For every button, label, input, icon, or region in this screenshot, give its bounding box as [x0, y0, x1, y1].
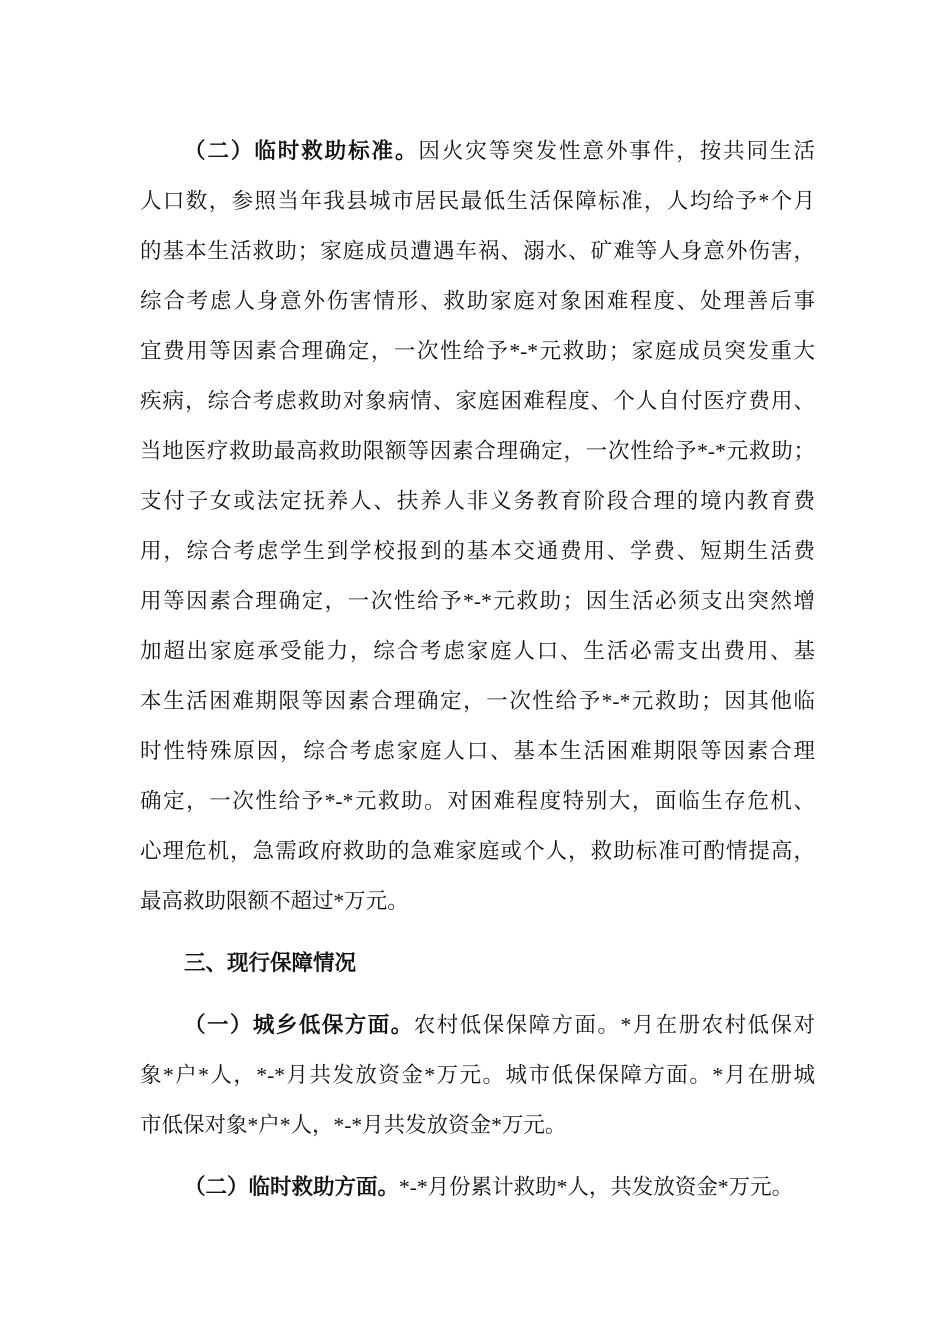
para-temporary-relief [140, 1162, 815, 1212]
text-line [140, 576, 815, 626]
text-line [140, 226, 815, 276]
para-temporary-relief-standard [140, 126, 815, 926]
text-run: 的基本生活救助；家庭成员遭遇车祸、溺水、矿难等人身意外伤害， [140, 239, 815, 263]
text-run: *-*月份累计救助*人，共发放资金*万元。 [399, 1175, 794, 1199]
text-run: 时性特殊原因，综合考虑家庭人口、基本生活困难期限等因素合理 [140, 739, 815, 763]
text-run: 综合考虑人身意外伤害情形、救助家庭对象困难程度、处理善后事 [140, 289, 815, 313]
text-line [140, 1100, 815, 1150]
text-run: 市低保对象*户*人，*-*月共发放资金*万元。 [140, 1113, 567, 1137]
text-run: 确定，一次性给予*-*元救助。对困难程度特别大，面临生存危机、 [140, 789, 815, 813]
text-line [140, 826, 815, 876]
text-line [140, 526, 815, 576]
text-line [140, 938, 815, 988]
text-run: 因火灾等突发性意外事件，按共同生活 [418, 139, 815, 163]
text-line [140, 1050, 815, 1100]
text-run: 支付子女或法定抚养人、扶养人非义务教育阶段合理的境内教育费 [140, 489, 815, 513]
text-line [140, 326, 815, 376]
text-run: 最高救助限额不超过*万元。 [140, 889, 409, 913]
text-line [140, 376, 815, 426]
text-run-bold: （二）临时救助标准。 [184, 139, 419, 163]
text-run-bold: （二）临时救助方面。 [184, 1175, 400, 1199]
text-run: 当地医疗救助最高救助限额等因素合理确定，一次性给予*-*元救助； [140, 439, 815, 463]
text-run: 心理危机，急需政府救助的急难家庭或个人，救助标准可酌情提高， [140, 839, 815, 863]
text-run: 疾病，综合考虑救助对象病情、家庭困难程度、个人自付医疗费用、 [140, 389, 815, 413]
text-run-bold: （一）城乡低保方面。 [184, 1013, 414, 1037]
text-run-bold: 三、现行保障情况 [184, 951, 357, 975]
text-line [140, 626, 815, 676]
text-line [140, 776, 815, 826]
text-run: 用等因素合理确定，一次性给予*-*元救助；因生活必须支出突然增 [140, 589, 815, 613]
text-line [140, 726, 815, 776]
text-line [140, 126, 815, 176]
text-line [140, 1162, 815, 1212]
text-run: 本生活困难期限等因素合理确定，一次性给予*-*元救助；因其他临 [140, 689, 815, 713]
text-line [140, 676, 815, 726]
text-line [140, 876, 815, 926]
text-line [140, 276, 815, 326]
text-run: 加超出家庭承受能力，综合考虑家庭人口、生活必需支出费用、基 [140, 639, 815, 663]
para-urban-rural-dibao [140, 1000, 815, 1150]
text-run: 象*户*人，*-*月共发放资金*万元。城市低保保障方面。*月在册城 [140, 1063, 815, 1087]
document-body [140, 126, 815, 1212]
text-run: 宜费用等因素合理确定，一次性给予*-*元救助；家庭成员突发重大 [140, 339, 815, 363]
text-run: 农村低保保障方面。*月在册农村低保对 [413, 1013, 815, 1037]
text-run: 人口数，参照当年我县城市居民最低生活保障标准，人均给予*个月 [140, 189, 815, 213]
text-line [140, 176, 815, 226]
text-line [140, 476, 815, 526]
heading-current-security-status [140, 938, 815, 988]
text-line [140, 1000, 815, 1050]
text-run: 用，综合考虑学生到学校报到的基本交通费用、学费、短期生活费 [140, 539, 815, 563]
text-line [140, 426, 815, 476]
